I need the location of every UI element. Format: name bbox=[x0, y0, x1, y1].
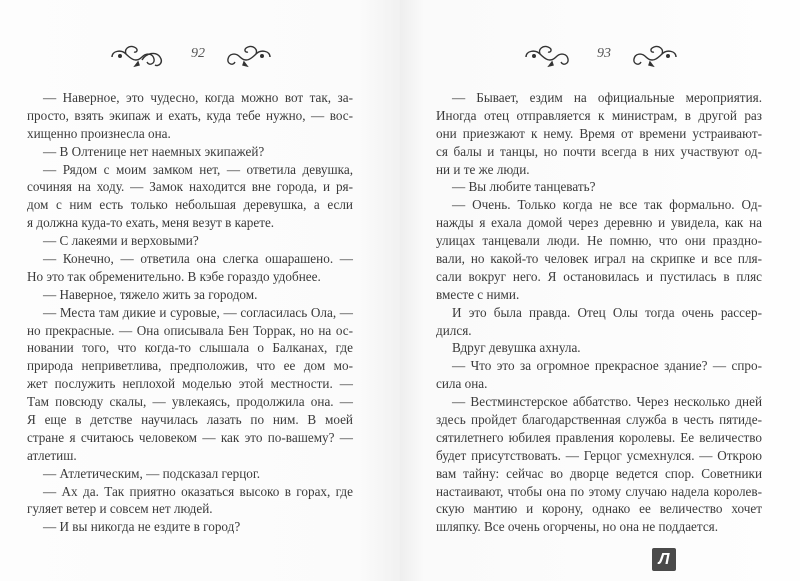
text-line: — Бывает, ездим на официальные мероприятия. bbox=[452, 90, 762, 105]
text-line: — Наверное, это чудесно, когда можно вот так, за- bbox=[43, 90, 353, 105]
flourish-ornament-icon bbox=[622, 40, 680, 70]
text-line: будет присутствовать. — Герцог усмехнулся. — Открою bbox=[436, 447, 762, 463]
page-header bbox=[108, 40, 278, 70]
text-line: ся балы и танцы, но почти всегда в них участвуют од- bbox=[436, 143, 762, 159]
text-line: стране я считаюсь человеком — как это по-вашему? — bbox=[27, 429, 353, 445]
page-number: 93 bbox=[597, 46, 611, 61]
text-line: улицах танцевали люди. Не помню, что они праздно- bbox=[436, 233, 762, 249]
text-line: скую мантию и корону, однако ее величество хочет bbox=[436, 501, 762, 517]
text-line: — Очень. Только когда не все так формально. Од- bbox=[452, 197, 762, 213]
text-line: нажды я ехала домой через деревню и увидела, как на bbox=[436, 215, 762, 231]
page-number: 92 bbox=[191, 46, 205, 61]
text-line: вам тайну: сейчас во дворце ведется спор. Советники bbox=[436, 465, 762, 481]
text-line: сятилетнего юбилея правления королевы. Ее величество bbox=[436, 429, 762, 445]
text-line: хищенно произнесла она. bbox=[27, 125, 171, 141]
text-line: но прекрасные. — Она описывала Бен Торрак, но на ос- bbox=[27, 322, 353, 338]
page-text bbox=[27, 89, 353, 536]
text-line: И это была правда. Отец Олы тогда очень рассер- bbox=[452, 304, 762, 320]
text-line: вместе с ними. bbox=[436, 286, 520, 302]
text-line: здесь пройдет благодарственная служба в честь пятиде- bbox=[436, 412, 762, 428]
text-line: просто, взять экипаж и ехать, куда тебе нужно, — вос- bbox=[27, 107, 353, 123]
text-line: — В Олтенице нет наемных экипажей? bbox=[43, 143, 265, 159]
text-line: — С лакеями и верховыми? bbox=[43, 233, 199, 249]
text-line: ни и те же люди. bbox=[436, 161, 530, 177]
text-line: Иногда отец отправляется к министрам, в другой раз bbox=[436, 107, 762, 123]
text-line: — Вестминстерское аббатство. Через несколько дней bbox=[452, 394, 762, 410]
text-line: жет послужить неплохой моделью этой местности. — bbox=[27, 376, 353, 392]
page-header bbox=[522, 40, 692, 70]
text-line: — Наверное, тяжело жить за городом. bbox=[43, 286, 258, 302]
text-line: — Что это за огромное прекрасное здание? — спро- bbox=[452, 358, 762, 374]
text-line: — Вы любите танцевать? bbox=[452, 179, 596, 195]
litres-logo: Л bbox=[652, 548, 676, 571]
flourish-ornament-icon bbox=[522, 40, 580, 70]
page-text bbox=[436, 89, 762, 536]
text-line: дился. bbox=[436, 322, 472, 338]
text-line: Вдруг девушка ахнула. bbox=[452, 340, 581, 356]
text-line: — Атлетическим, — подсказал герцог. bbox=[43, 465, 261, 481]
text-line: они приезжают к нему. Время от времени устраивают- bbox=[436, 125, 762, 141]
text-line: — И вы никогда не ездите в город? bbox=[43, 519, 241, 535]
text-line: сочиняя на ходу. — Замок находится вне города, и ря- bbox=[27, 179, 353, 195]
flourish-ornament-icon bbox=[108, 40, 166, 70]
text-line: природа неприветлива, предположив, что ее дом мо- bbox=[27, 358, 353, 374]
flourish-ornament-icon bbox=[216, 40, 274, 70]
text-line: атлетиш. bbox=[27, 447, 77, 463]
text-line: — Рядом с моим замком нет, — ответила девушка, bbox=[43, 161, 353, 177]
text-line: гуляет ветер и совсем нет людей. bbox=[27, 501, 213, 517]
text-line: Но это так обременительно. В кэбе гораздо удобнее. bbox=[27, 268, 321, 284]
text-line: дом с ним есть только небольшая деревушка, а если bbox=[27, 197, 353, 213]
right-page bbox=[400, 0, 800, 581]
text-line: вали, но какой-то человек играл на скрипке и все пля- bbox=[436, 251, 762, 267]
text-line: Там повсюду скалы, — увлекаясь, продолжила она. — bbox=[27, 394, 353, 410]
text-line: сила она. bbox=[436, 376, 488, 392]
text-line: — Конечно, — ответила она слегка ошарашено. — bbox=[43, 251, 353, 267]
text-line: шляпку. Все очень огорчены, но она не поддается. bbox=[436, 519, 719, 535]
text-line: Я еще в детстве научилась лазать по ним. В моей bbox=[27, 412, 353, 428]
text-line: сали вокруг него. Я остановилась и пустилась в пляс bbox=[436, 268, 762, 284]
text-line: — Ах да. Так приятно оказаться высоко в горах, где bbox=[43, 483, 353, 499]
text-line: — Места там дикие и суровые, — согласилась Ола, — bbox=[43, 304, 353, 320]
text-line: я должна куда-то ехать, меня везут в карете. bbox=[27, 215, 275, 231]
text-line: новании того, что когда-то слышала о Балканах, где bbox=[27, 340, 353, 356]
text-line: настаивают, чтобы она по этому случаю надела королев- bbox=[436, 483, 762, 499]
